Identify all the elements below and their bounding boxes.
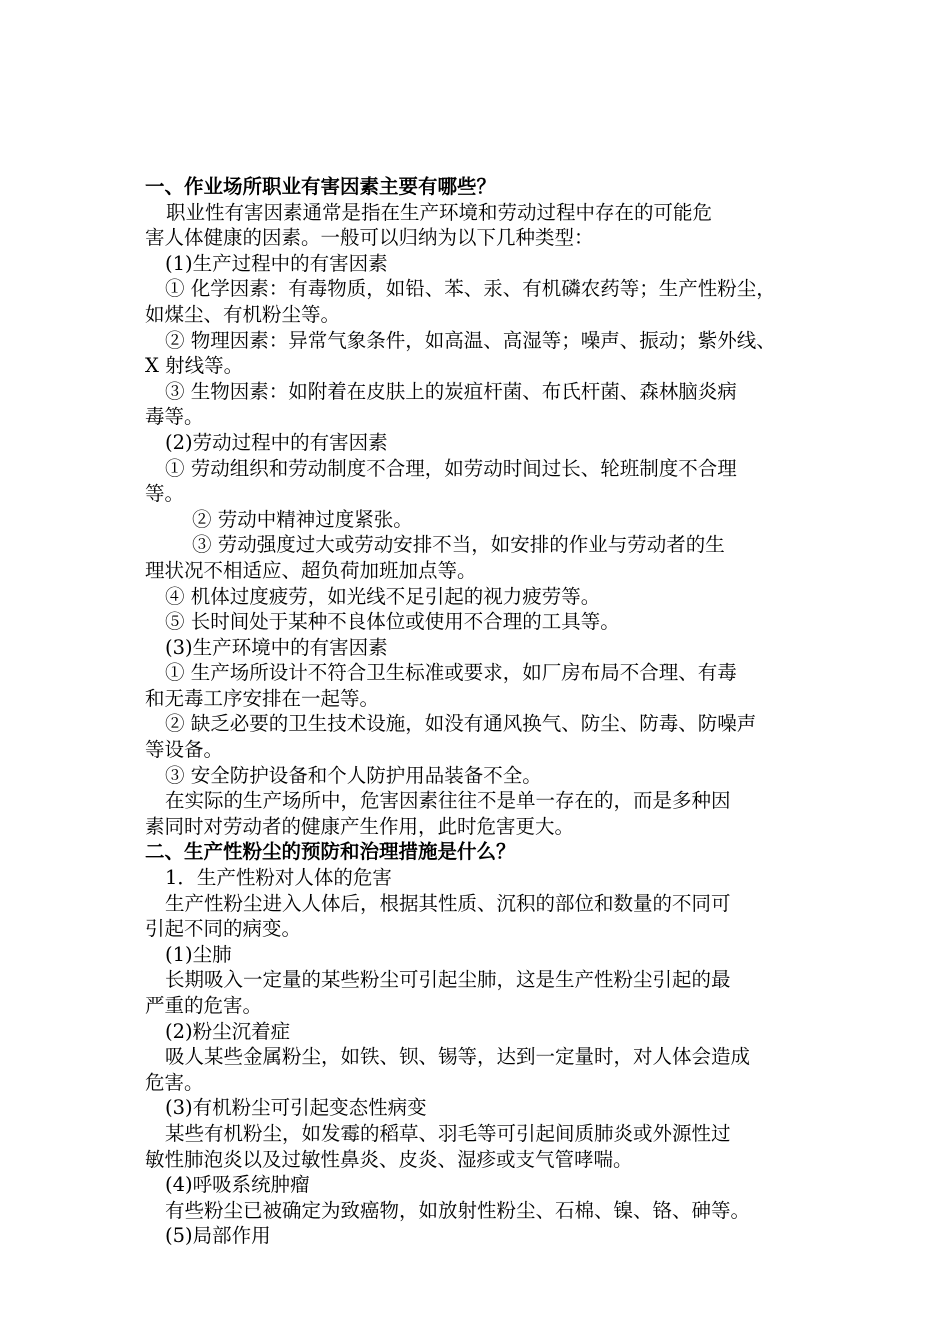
list-item-line: ① 劳动组织和劳动制度不合理，如劳动时间过长、轮班制度不合理 xyxy=(165,456,737,480)
paragraph-line: 在实际的生产场所中，危害因素往往不是单一存在的，而是多种因 xyxy=(165,789,731,813)
subsection-heading: 1．生产性粉对人体的危害 xyxy=(165,866,392,890)
subsection-heading: (2)劳动过程中的有害因素 xyxy=(165,430,388,454)
paragraph-line: 引起不同的病变。 xyxy=(145,917,302,941)
paragraph-line: 生产性粉尘进入人体后，根据其性质、沉积的部位和数量的不同可 xyxy=(165,891,731,915)
list-item-line: 和无毒工序安排在一起等。 xyxy=(145,686,380,710)
list-item-line: ④ 机体过度疲劳，如光线不足引起的视力疲劳等。 xyxy=(165,584,601,608)
document-page xyxy=(145,174,817,1249)
subsection-heading: (5)局部作用 xyxy=(165,1224,271,1248)
subsection-heading: (1)尘肺 xyxy=(165,942,232,966)
paragraph-line: 危害。 xyxy=(145,1070,204,1094)
list-item-line: 毒等。 xyxy=(145,405,204,429)
paragraph-line: 长期吸入一定量的某些粉尘可引起尘肺，这是生产性粉尘引起的最 xyxy=(165,968,731,992)
paragraph-line: 害人体健康的因素。一般可以归纳为以下几种类型： xyxy=(145,226,594,250)
list-item-line: ③ 安全防护设备和个人防护用品装备不全。 xyxy=(165,763,542,787)
list-item-line: 如煤尘、有机粉尘等。 xyxy=(145,302,341,326)
paragraph-line: 职业性有害因素通常是指在生产环境和劳动过程中存在的可能危 xyxy=(166,200,713,224)
list-item-line: ② 劳动中精神过度紧张。 xyxy=(192,507,413,531)
list-item-line: ⑤ 长时间处于某种不良体位或使用不合理的工具等。 xyxy=(165,610,620,634)
list-item-line: 等设备。 xyxy=(145,738,224,762)
subsection-heading: (3)生产环境中的有害因素 xyxy=(165,635,388,659)
list-item-line: X 射线等。 xyxy=(145,354,244,378)
list-item-line: 等。 xyxy=(145,482,185,506)
section-heading-1: 一、作业场所职业有害因素主要有哪些？ xyxy=(145,175,497,198)
list-item-line: ② 缺乏必要的卫生技术设施，如没有通风换气、防尘、防毒、防噪声 xyxy=(165,712,757,736)
list-item-line: ① 生产场所设计不符合卫生标准或要求，如厂房布局不合理、有毒 xyxy=(165,661,737,685)
subsection-heading: (1)生产过程中的有害因素 xyxy=(165,251,388,275)
paragraph-line: 素同时对劳动者的健康产生作用，此时危害更大。 xyxy=(145,814,575,838)
paragraph-line: 某些有机粉尘，如发霉的稻草、羽毛等可引起间质肺炎或外源性过 xyxy=(165,1121,731,1145)
list-item-line: ③ 生物因素：如附着在皮肤上的炭疽杆菌、布氏杆菌、森林脑炎病 xyxy=(165,379,737,403)
paragraph-line: 有些粉尘已被确定为致癌物，如放射性粉尘、石棉、镍、铬、砷等。 xyxy=(165,1198,751,1222)
list-item-line: ② 物理因素：异常气象条件，如高温、高湿等；噪声、振动；紫外线、 xyxy=(165,328,776,352)
paragraph-line: 严重的危害。 xyxy=(145,994,263,1017)
list-item-line: 理状况不相适应、超负荷加班加点等。 xyxy=(145,558,477,582)
list-item-line: ① 化学因素：有毒物质，如铅、苯、汞、有机磷农药等；生产性粉尘， xyxy=(165,277,776,301)
subsection-heading: (4)呼吸系统肿瘤 xyxy=(165,1173,310,1197)
paragraph-line: 吸人某些金属粉尘，如铁、钡、锡等，达到一定量时，对人体会造成 xyxy=(165,1045,751,1069)
subsection-heading: (2)粉尘沉着症 xyxy=(165,1019,291,1043)
subsection-heading: (3)有机粉尘可引起变态性病变 xyxy=(165,1096,427,1120)
list-item-line: ③ 劳动强度过大或劳动安排不当，如安排的作业与劳动者的生 xyxy=(192,533,725,557)
section-heading-2: 二、生产性粉尘的预防和治理措施是什么？ xyxy=(145,840,516,864)
paragraph-line: 敏性肺泡炎以及过敏性鼻炎、皮炎、湿疹或支气管哮喘。 xyxy=(145,1147,633,1171)
